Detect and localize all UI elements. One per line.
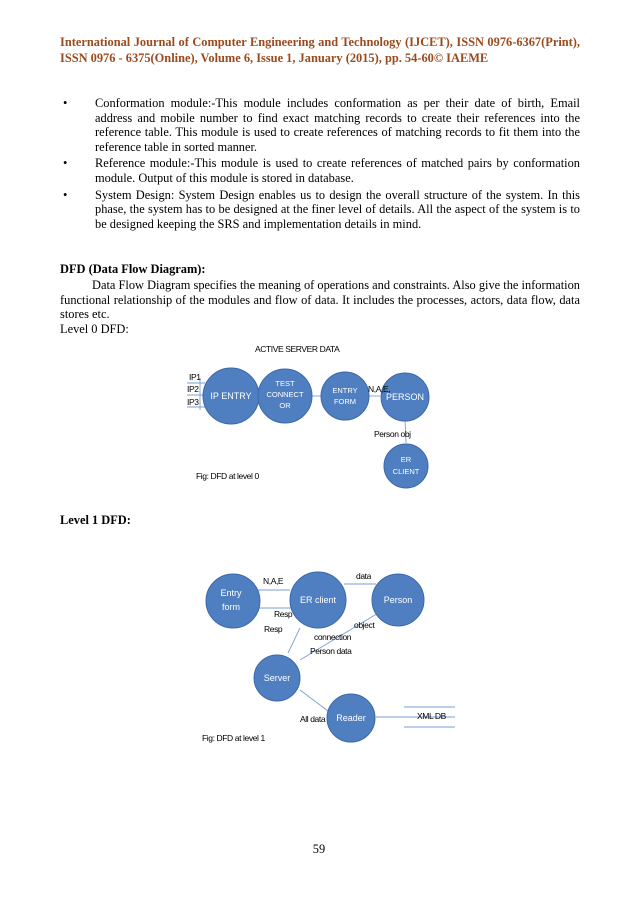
node-label: CLIENT bbox=[392, 467, 420, 476]
node-label: Person bbox=[383, 595, 413, 605]
node-label: ER bbox=[400, 455, 412, 464]
level1-heading: Level 1 DFD: bbox=[60, 513, 131, 527]
datastore-label: XML DB bbox=[417, 711, 446, 721]
input-label: IP2 bbox=[187, 384, 199, 394]
node-label: PERSON bbox=[385, 392, 425, 402]
node-label: ENTRY bbox=[332, 386, 358, 395]
figure-caption: Fig: DFD at level 1 bbox=[202, 733, 265, 743]
edge-label-all-data: All data bbox=[300, 714, 326, 724]
level0-heading: Level 0 DFD: bbox=[60, 322, 129, 336]
node-label: Entry bbox=[220, 588, 242, 598]
dfd-level0 bbox=[187, 344, 429, 488]
section-title: DFD (Data Flow Diagram): bbox=[60, 262, 206, 276]
list-item-text: Conformation module:-This module includes conformation as per their date of birth, Email address and mobile number to find exact matching records to create their references into the reference table. This module is used to create references of matching records to fit them into the reference table in sorted manner. bbox=[95, 96, 580, 154]
edge-label-data: data bbox=[356, 571, 371, 581]
node-label: CONNECT bbox=[266, 390, 304, 399]
flow-line bbox=[300, 690, 332, 714]
edge-label-resp: Resp bbox=[274, 609, 293, 619]
bullet-marker: • bbox=[63, 187, 68, 202]
node-entry-form bbox=[206, 574, 260, 628]
list-item-text: Reference module:-This module is used to create references of matched pairs by conformation module. Output of this module is stored in database. bbox=[95, 156, 580, 185]
list-item-text: System Design: System Design enables us to design the overall structure of the system. In this phase, the system has to be designed at the finer level of details. All the aspect of the system is to be designed keeping the SRS and implementation details in mind. bbox=[95, 187, 580, 231]
flow-line bbox=[288, 628, 300, 653]
node-entry-form bbox=[321, 372, 369, 420]
node-label: TEST bbox=[275, 379, 295, 388]
input-label: IP1 bbox=[189, 372, 201, 382]
page-number: 59 bbox=[312, 842, 326, 856]
section-paragraph: Data Flow Diagram specifies the meaning of operations and constraints. Also give the information functional relationship of the modules and flow of data. It includes the processes, actors, data flow, data stores etc. bbox=[60, 278, 580, 322]
edge-label-connection: connection bbox=[314, 632, 352, 642]
bullet-marker: • bbox=[63, 96, 68, 110]
dfd-level1 bbox=[202, 571, 455, 743]
edge-label-nae: N,A,E, bbox=[368, 384, 391, 394]
node-label: Server bbox=[263, 673, 291, 683]
bullet-marker: • bbox=[63, 156, 68, 171]
active-server-data-label: ACTIVE SERVER DATA bbox=[255, 344, 340, 354]
input-label: IP3 bbox=[187, 397, 199, 407]
edge-label-object: object bbox=[354, 620, 375, 630]
edge-label-nae: N,A,E bbox=[263, 576, 284, 586]
edge-label-person-data: Person data bbox=[310, 646, 352, 656]
node-label: ER client bbox=[299, 595, 337, 605]
figure-caption: Fig: DFD at level 0 bbox=[196, 471, 259, 481]
node-label: Reader bbox=[336, 713, 366, 723]
journal-header: International Journal of Computer Engineering and Technology (IJCET), ISSN 0976-6367(Print), ISSN 0976 - 6375(Online), Volume 6, Issue 1, January (2015), pp. 54-60© IAEME bbox=[60, 35, 580, 65]
node-label: OR bbox=[279, 401, 291, 410]
edge-label-person-obj: Person obj bbox=[374, 429, 411, 439]
node-label: IP ENTRY bbox=[210, 391, 252, 401]
node-label: form bbox=[222, 602, 240, 612]
edge-label-resp: Resp bbox=[264, 624, 283, 634]
node-label: FORM bbox=[333, 397, 357, 406]
node-er-client bbox=[384, 444, 428, 488]
